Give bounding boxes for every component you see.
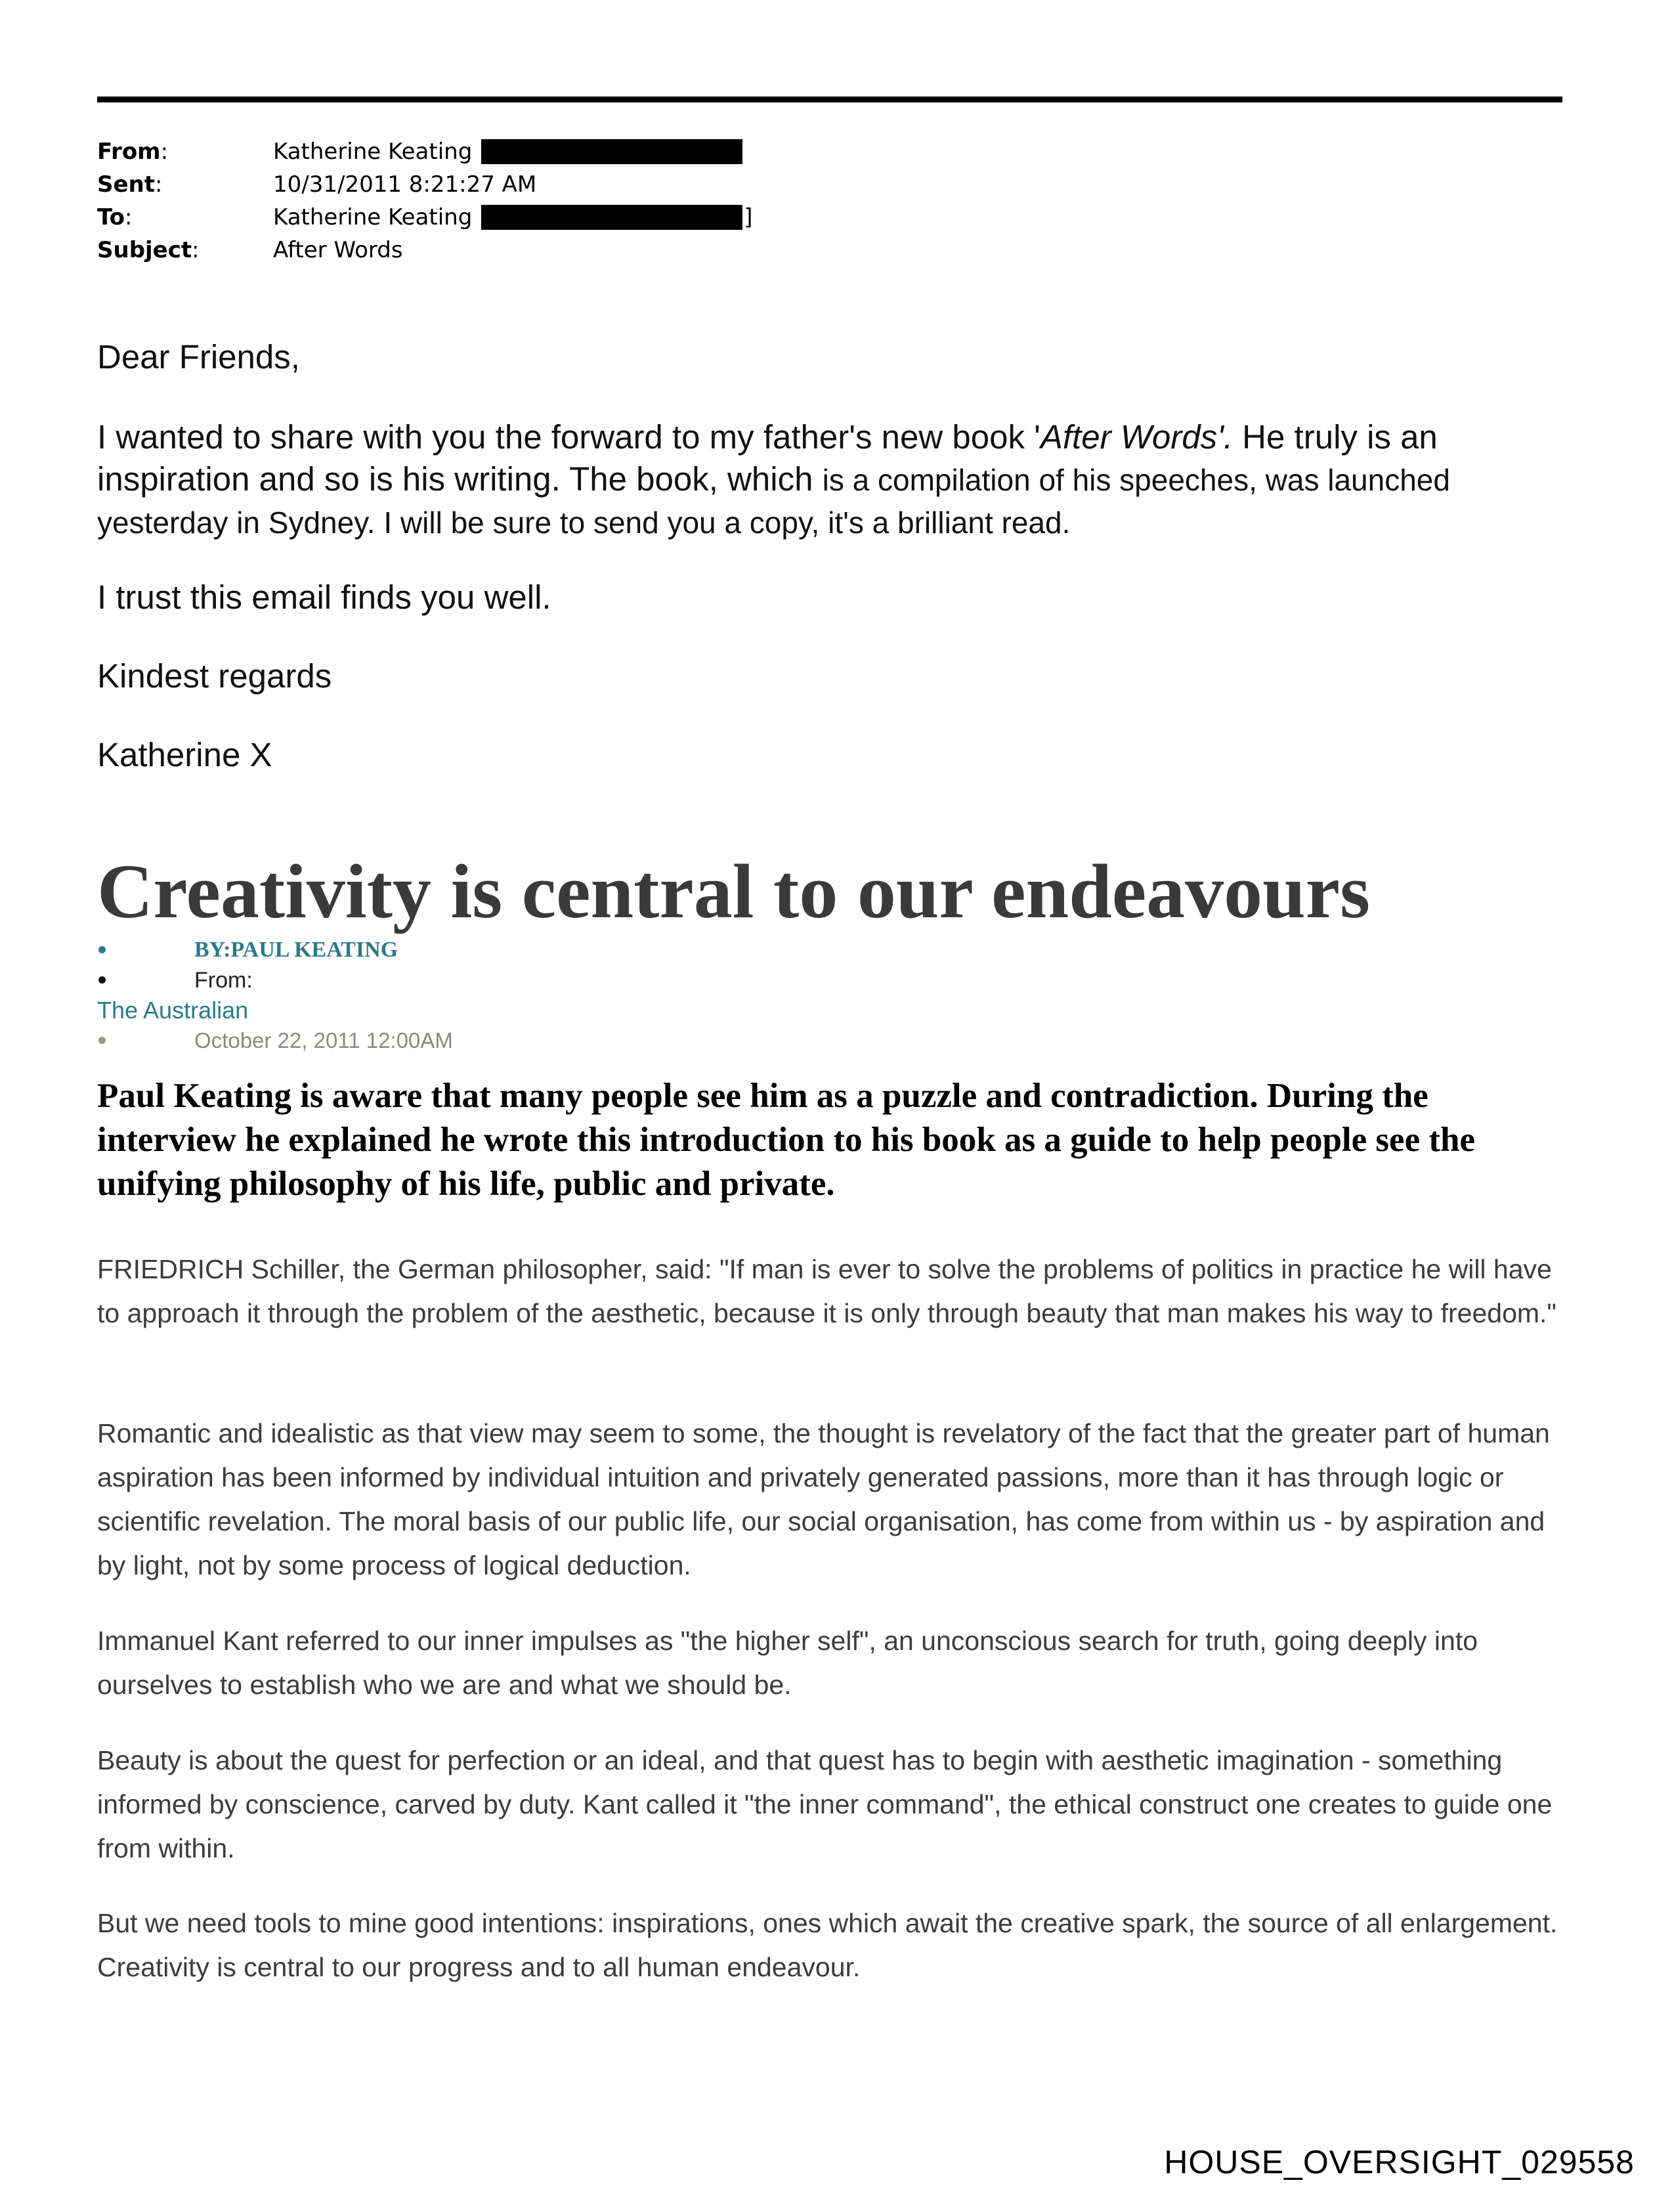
subject-value: After Words [273,237,403,263]
to-name: Katherine Keating [273,204,473,230]
to-label-text: To [97,204,125,230]
article-from-label: From: [194,968,253,993]
article-meta [97,935,1016,1056]
sent-value: 10/31/2011 8:21:27 AM [273,171,537,198]
redaction-block [481,139,742,164]
intro-part1: I wanted to share with you the forward to my father's new book ' [97,418,1041,456]
bullet-icon [98,976,106,984]
top-rule [97,97,1562,102]
trust-line: I trust this email finds you well. [97,578,551,616]
subject-label-text: Subject [97,237,192,263]
bullet-icon [98,1037,106,1044]
sent-label: Sent: [97,171,163,198]
article-paragraph-1: FRIEDRICH Schiller, the German philosopher, said: "If man is ever to solve the problems of politics in practice he will have to approach it through the problem of the aesthetic, because it is only through beauty that man makes his way to freedom." [97,1254,1556,1328]
from-item [97,965,1016,995]
regards-line: Kindest regards [97,657,332,695]
article-paragraph-5: But we need tools to mine good intentions: inspirations, ones which await the creative spark, the source of all enlargement. Creativity is central to our progress and to all human endeavour. [97,1908,1558,1982]
header-row-to [97,201,753,234]
document-id: HOUSE_OVERSIGHT_029558 [1164,2144,1635,2180]
article-paragraph-4: Beauty is about the quest for perfection or an ideal, and that quest has to begin with aesthetic imagination - something informed by conscience, carved by duty. Kant called it "the inner command", the ethical construct one creates to guide one from within. [97,1745,1553,1863]
intro-part2: He truly is an inspiration and so is his writing. The book, which [97,418,1438,498]
intro-part3: is a compilation of his speeches, was launched yesterday in Sydney. I will be sure to send you a copy, it's a brilliant read. [97,463,1450,540]
redaction-block [481,205,742,230]
article-standfirst: Paul Keating is aware that many people see him as a puzzle and contradiction. During the interview he explained he wrote this introduction to his book as a guide to help people see the unifying philosophy of his life, public and private. [97,1077,1475,1203]
to-label: To: [97,204,133,230]
from-name: Katherine Keating [273,139,473,165]
bullet-icon [98,946,106,953]
signoff: Katherine X [97,736,272,773]
header-row-sent [97,168,753,201]
email-header [97,135,753,267]
to-bracket: ] [744,204,753,230]
greeting: Dear Friends, [97,338,300,376]
article-headline: Creativity is central to our endeavours [97,848,1371,934]
to-value [273,201,753,234]
sent-label-text: Sent [97,171,156,198]
byline[interactable]: BY:PAUL KEATING [194,938,398,962]
from-label-text: From [97,139,161,165]
date-item [97,1026,1016,1056]
subject-label: Subject: [97,237,200,263]
header-row-subject [97,234,753,267]
book-title: After Words'. [1040,418,1234,456]
article-paragraph-2: Romantic and idealistic as that view may seem to some, the thought is revelatory of the fact that the greater part of human aspiration has been informed by individual intuition and privately generated passions, more than it has through logic or scientific revelation. The moral basis of our public life, our social organisation, has come from within us - by aspiration and by light, not by some process of logical deduction. [97,1418,1550,1580]
from-label: From: [97,139,169,165]
byline-item [97,935,1016,965]
intro-paragraph [97,416,1568,544]
from-value [273,135,742,168]
article-source[interactable]: The Australian [97,997,249,1024]
article-paragraph-3: Immanuel Kant referred to our inner impulses as "the higher self", an unconscious search for truth, going deeply into ourselves to establish who we are and what we should be. [97,1626,1478,1700]
header-row-from [97,135,753,168]
article-date: October 22, 2011 12:00AM [194,1028,453,1052]
